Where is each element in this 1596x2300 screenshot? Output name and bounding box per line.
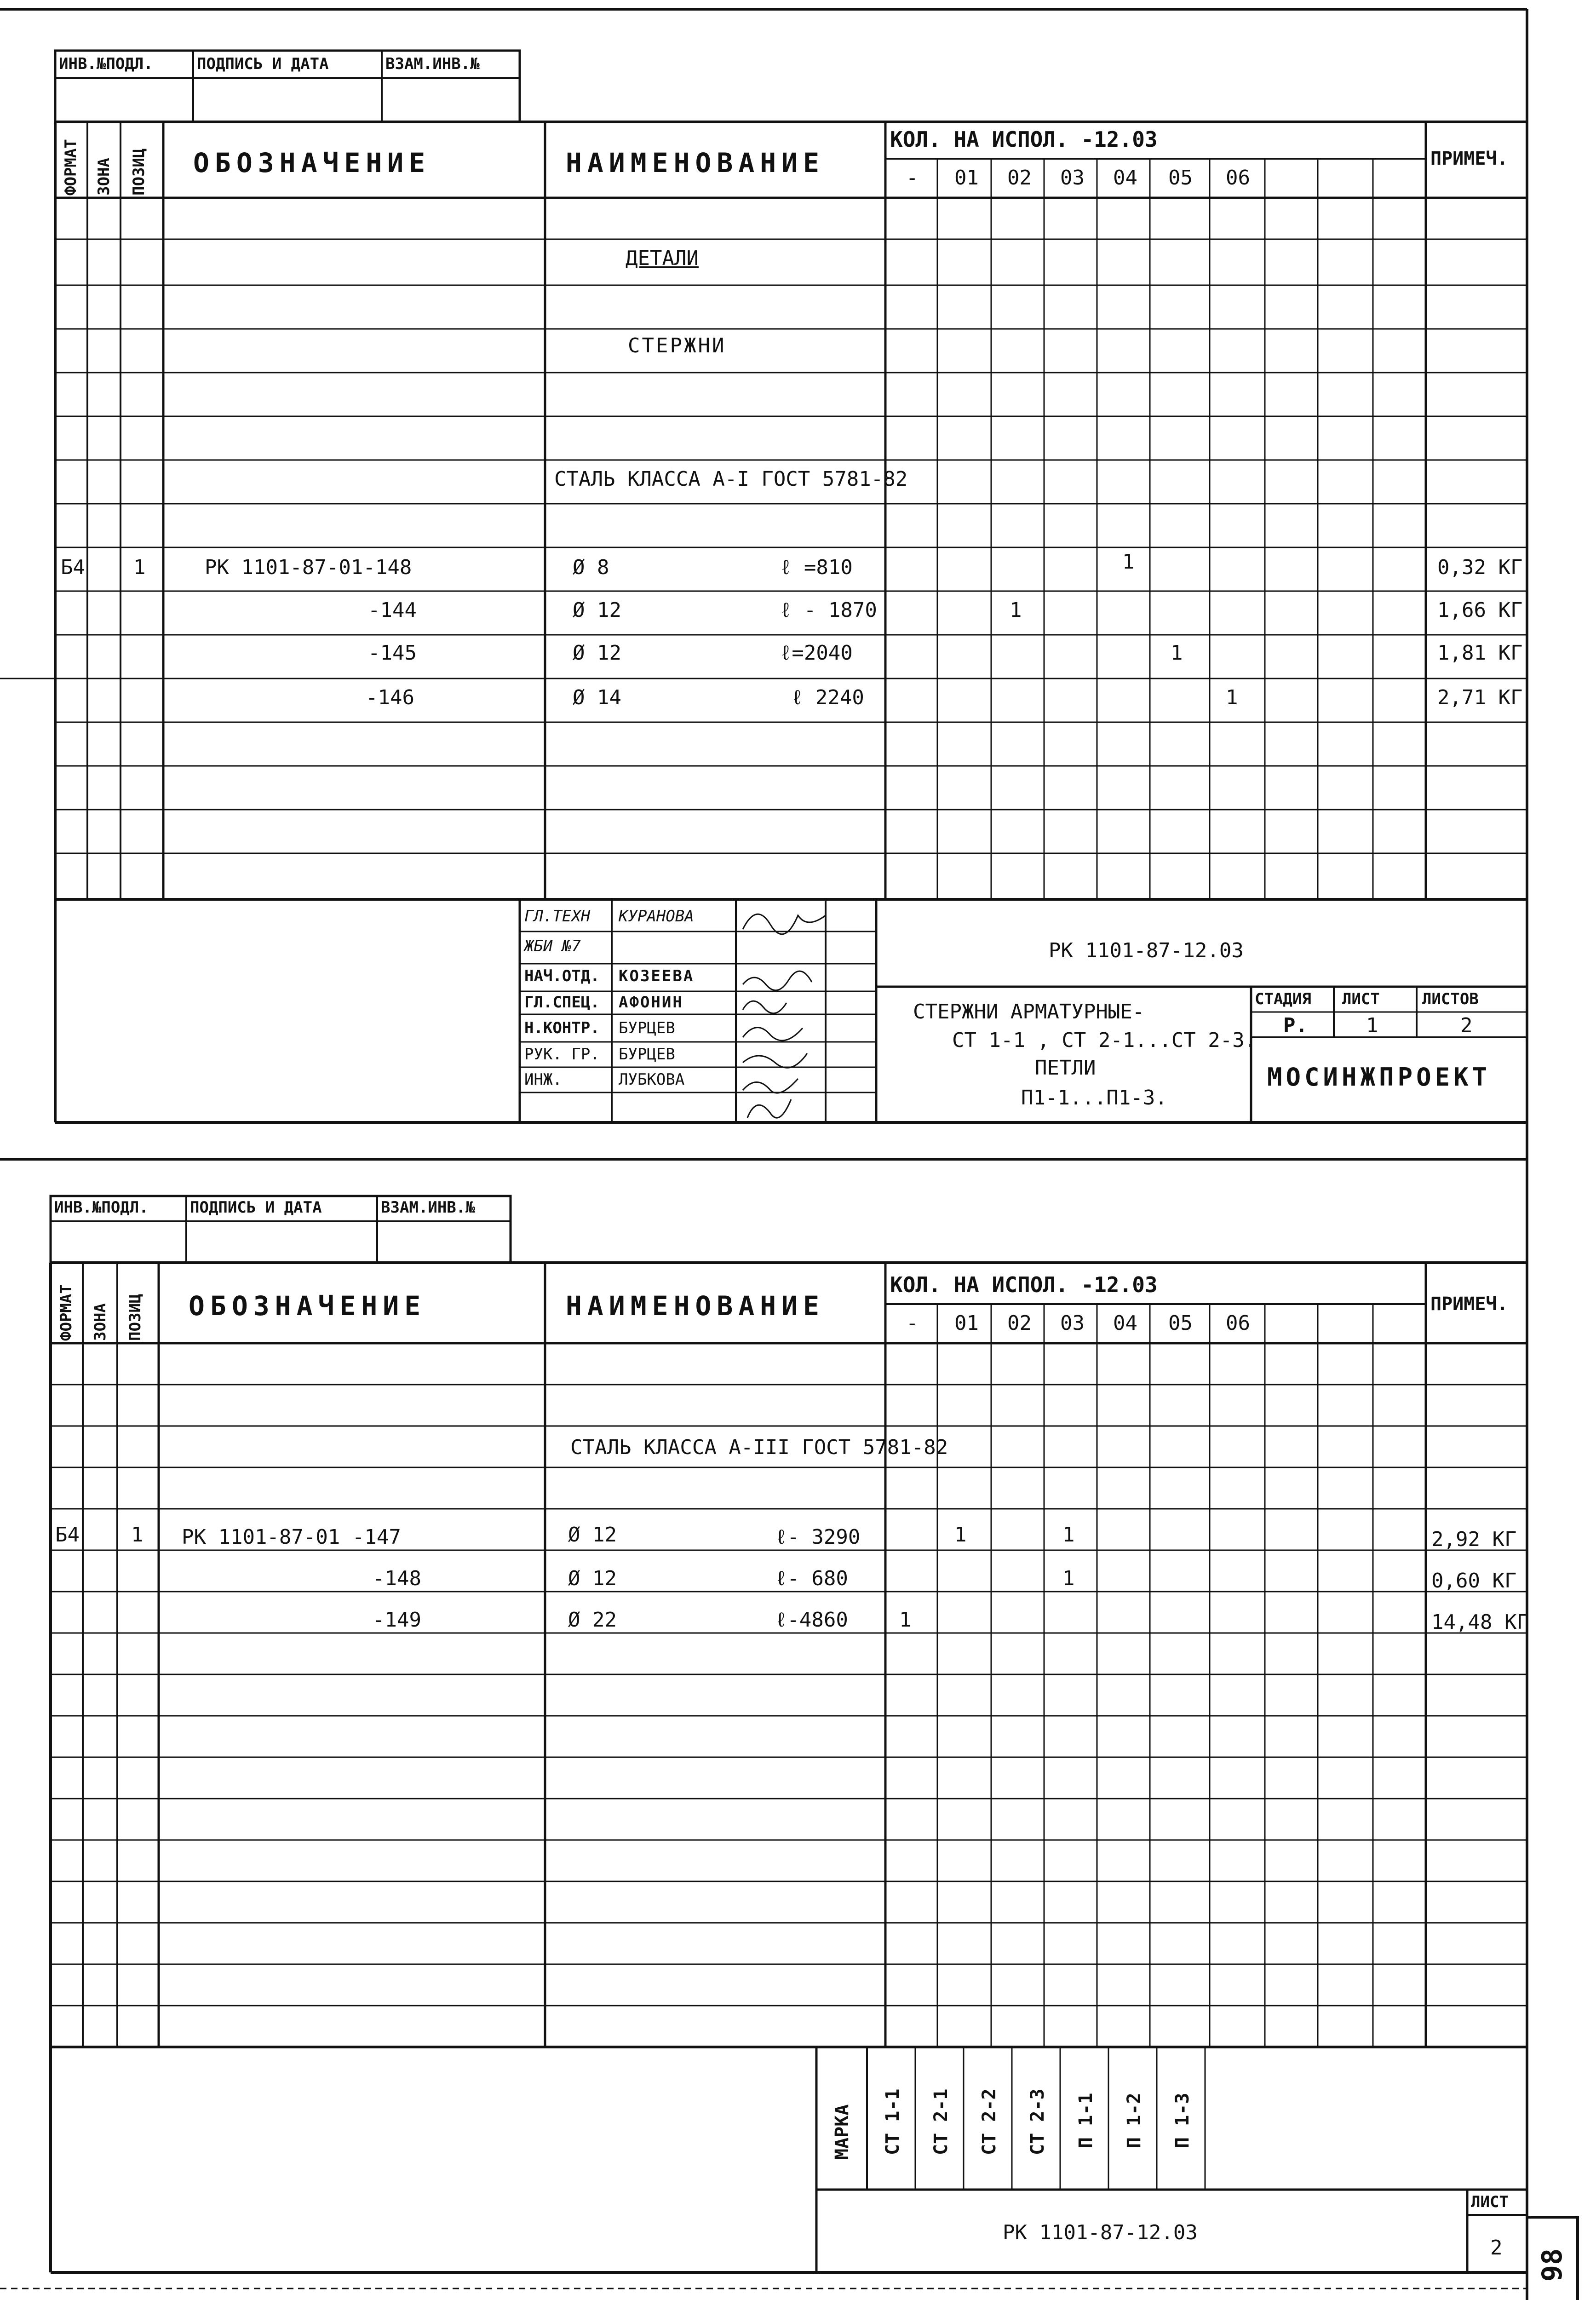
marka-label: МАРКА xyxy=(832,2104,853,2160)
stamp-name: КУРАНОВА xyxy=(619,907,694,926)
row-prim: 1,81 КГ xyxy=(1437,641,1523,665)
steel-class-line: СТАЛЬ КЛАССА А-III ГОСТ 5781-82 xyxy=(570,1436,948,1459)
variant-col: 06 xyxy=(1226,166,1250,190)
podpis-label: ПОДПИСЬ И ДАТА xyxy=(197,55,329,73)
variant-col: 03 xyxy=(1060,1311,1085,1335)
variant-col: 06 xyxy=(1226,1311,1250,1335)
podpis-label: ПОДПИСЬ И ДАТА xyxy=(190,1198,322,1217)
format-header: ФОРМАТ xyxy=(62,139,80,196)
row-qty: 1 xyxy=(1010,598,1022,622)
naimenovanie-header: НАИМЕНОВАНИЕ xyxy=(566,1290,825,1322)
list-value: 2 xyxy=(1490,2236,1503,2260)
mark-item: СТ 2-1 xyxy=(930,2088,952,2155)
row-qty: 1 xyxy=(899,1608,912,1632)
row-diam: Ø 12 xyxy=(568,1523,617,1547)
row-oboz: -144 xyxy=(368,598,417,622)
row-oboz: РК 1101-87-01-148 xyxy=(205,556,412,579)
mark-item: СТ 2-3 xyxy=(1027,2088,1048,2155)
row-diam: Ø 8 xyxy=(573,556,609,579)
stamp-name: ЛУБКОВА xyxy=(619,1070,685,1089)
row-qty: 1 xyxy=(1062,1567,1075,1590)
page-number: 98 xyxy=(1536,2248,1568,2282)
stamp-name: КОЗЕЕВА xyxy=(619,967,695,985)
row-oboz: -148 xyxy=(373,1567,421,1590)
row-qty: 1 xyxy=(1122,550,1135,574)
vzam-label: ВЗАМ.ИНВ.№ xyxy=(385,55,480,73)
doc-code: РК 1101-87-12.03 xyxy=(1049,939,1244,962)
sheet-2-grid xyxy=(0,1159,1596,2300)
stamp-role: Н.КОНТР. xyxy=(524,1019,600,1037)
row-format: Б4 xyxy=(61,556,85,579)
stamp-name: АФОНИН xyxy=(619,993,683,1012)
row-qty: 1 xyxy=(1062,1523,1075,1547)
row-prim: 2,92 КГ xyxy=(1431,1528,1517,1551)
variant-col: 04 xyxy=(1113,166,1137,190)
kol-header: КОЛ. НА ИСПОЛ. -12.03 xyxy=(890,1272,1158,1297)
row-length: ℓ=2040 xyxy=(780,641,853,665)
row-diam: Ø 12 xyxy=(573,598,621,622)
stamp-name: БУРЦЕВ xyxy=(619,1019,675,1037)
variant-col: 01 xyxy=(954,166,979,190)
stamp-role: ЖБИ №7 xyxy=(524,937,581,955)
row-qty: 1 xyxy=(1171,641,1183,665)
poz-header: ПОЗИЦ xyxy=(126,1294,144,1341)
list-label: ЛИСТ xyxy=(1342,990,1380,1008)
mark-item: СТ 1-1 xyxy=(882,2088,903,2155)
mark-item: П 1-2 xyxy=(1124,2093,1145,2148)
row-oboz: -145 xyxy=(368,641,417,665)
zona-header: ЗОНА xyxy=(91,1303,109,1341)
zona-header: ЗОНА xyxy=(95,158,113,196)
stamp-role: ИНЖ. xyxy=(524,1070,562,1089)
poz-header: ПОЗИЦ xyxy=(130,148,148,196)
row-poz: 1 xyxy=(131,1523,144,1547)
stamp-name: БУРЦЕВ xyxy=(619,1045,675,1064)
row-prim: 0,60 КГ xyxy=(1431,1569,1517,1593)
variant-col: 04 xyxy=(1113,1311,1137,1335)
row-prim: 1,66 КГ xyxy=(1437,598,1523,622)
oboznachenie-header: ОБОЗНАЧЕНИЕ xyxy=(189,1290,426,1322)
format-header: ФОРМАТ xyxy=(57,1284,75,1341)
stamp-role: НАЧ.ОТД. xyxy=(524,967,600,985)
title-line-2: СТ 1-1 , СТ 2-1...СТ 2-3. xyxy=(952,1029,1257,1052)
row-length: ℓ 2240 xyxy=(791,686,864,709)
row-length: ℓ-4860 xyxy=(775,1608,848,1632)
variant-col: 05 xyxy=(1168,1311,1193,1335)
row-length: ℓ- 3290 xyxy=(775,1525,861,1549)
row-poz: 1 xyxy=(133,556,146,579)
row-diam: Ø 22 xyxy=(568,1608,617,1632)
stamp-role: ГЛ.СПЕЦ. xyxy=(524,993,600,1012)
variant-col: 01 xyxy=(954,1311,979,1335)
variant-col: - xyxy=(906,166,919,190)
mark-item: П 1-1 xyxy=(1075,2093,1097,2148)
row-oboz: -146 xyxy=(366,686,414,709)
list-label: ЛИСТ xyxy=(1471,2193,1509,2211)
row-length: ℓ - 1870 xyxy=(780,598,877,622)
title-line-3: ПЕТЛИ xyxy=(1035,1056,1096,1080)
variant-col: 02 xyxy=(1007,1311,1032,1335)
row-prim: 2,71 КГ xyxy=(1437,686,1523,709)
variant-col: 05 xyxy=(1168,166,1193,190)
row-qty: 1 xyxy=(954,1523,967,1547)
row-length: ℓ- 680 xyxy=(775,1567,848,1590)
primech-header: ПРИМЕЧ. xyxy=(1430,148,1508,169)
variant-col: 02 xyxy=(1007,166,1032,190)
mark-item: П 1-3 xyxy=(1172,2093,1193,2148)
variant-col: 03 xyxy=(1060,166,1085,190)
oboznachenie-header: ОБОЗНАЧЕНИЕ xyxy=(193,147,431,178)
list-value: 1 xyxy=(1366,1014,1378,1037)
stadia-value: Р. xyxy=(1283,1014,1308,1037)
stamp-role: РУК. ГР. xyxy=(524,1045,600,1064)
row-oboz: -149 xyxy=(373,1608,421,1632)
row-diam: Ø 14 xyxy=(573,686,621,709)
steel-class-line: СТАЛЬ КЛАССА А-I ГОСТ 5781-82 xyxy=(554,467,908,491)
title-line-4: П1-1...П1-3. xyxy=(1021,1086,1167,1110)
vzam-label: ВЗАМ.ИНВ.№ xyxy=(381,1198,475,1217)
section-sterzhni: СТЕРЖНИ xyxy=(628,334,726,357)
row-diam: Ø 12 xyxy=(573,641,621,665)
row-prim: 14,48 КГ xyxy=(1431,1610,1529,1634)
doc-code: РК 1101-87-12.03 xyxy=(1003,2221,1198,2244)
org-name: МОСИНЖПРОЕКТ xyxy=(1267,1063,1491,1092)
variant-col: - xyxy=(906,1311,919,1335)
row-length: ℓ =810 xyxy=(780,556,853,579)
row-prim: 0,32 КГ xyxy=(1437,556,1523,579)
stadia-label: СТАДИЯ xyxy=(1255,990,1311,1008)
inv-podl-label: ИНВ.№ПОДЛ. xyxy=(54,1198,149,1217)
row-qty: 1 xyxy=(1226,686,1238,709)
row-oboz: РК 1101-87-01 -147 xyxy=(182,1525,401,1549)
listov-label: ЛИСТОВ xyxy=(1422,990,1479,1008)
listov-value: 2 xyxy=(1460,1014,1473,1037)
sheet-2 xyxy=(0,1159,1596,2300)
inv-podl-label: ИНВ.№ПОДЛ. xyxy=(59,55,153,73)
mark-item: СТ 2-2 xyxy=(979,2088,1000,2155)
naimenovanie-header: НАИМЕНОВАНИЕ xyxy=(566,147,825,178)
title-line-1: СТЕРЖНИ АРМАТУРНЫЕ- xyxy=(913,1000,1145,1024)
row-format: Б4 xyxy=(55,1523,80,1547)
section-detali: ДЕТАЛИ xyxy=(626,247,699,270)
stamp-role: ГЛ.ТЕХН xyxy=(524,907,591,926)
primech-header: ПРИМЕЧ. xyxy=(1430,1294,1508,1315)
row-diam: Ø 12 xyxy=(568,1567,617,1590)
kol-header: КОЛ. НА ИСПОЛ. -12.03 xyxy=(890,127,1158,152)
